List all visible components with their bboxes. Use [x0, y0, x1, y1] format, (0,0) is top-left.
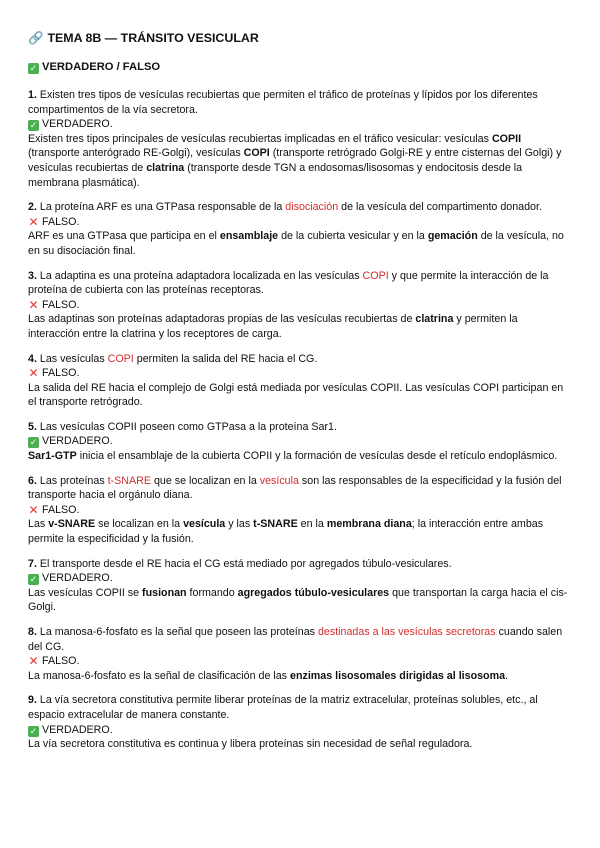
verdict-true: ✓ VERDADERO. [29, 572, 113, 585]
explanation: La salida del RE hacia el complejo de Golgi está mediada por vesículas COPII. Las vesículas COPI participan en el transporte retrógrado. [28, 381, 564, 409]
check-mark-icon: ✓ [29, 437, 38, 448]
verdict-false: ✕ FALSO. [28, 214, 80, 229]
check-mark-icon: ✓ [29, 63, 38, 73]
check-mark-icon: ✓ [29, 574, 38, 585]
question-statement: 3. La adaptina es una proteína adaptadora localizada en las vesículas COPI y que permite la interacción de la proteína de cubierta con las proteínas receptoras. [28, 269, 549, 297]
check-mark-icon: ✓ [29, 725, 38, 736]
document-title: 🔗 TEMA 8B — TRÁNSITO VESICULAR [28, 31, 259, 45]
cross-mark-icon: ✕ [28, 366, 39, 381]
question-2 [28, 200, 572, 258]
question-statement: 5. Las vesículas COPII poseen como GTPasa a la proteína Sar1. [28, 420, 337, 433]
question-1 [28, 88, 572, 190]
explanation: La manosa-6-fosfato es la señal de clasificación de las enzimas lisosomales dirigidas al lisosoma. [28, 669, 509, 682]
question-statement: 1. Existen tres tipos de vesículas recubiertas que permiten el tráfico de proteínas y lípidos por los diferentes compartimentos de la vía secretora. [28, 89, 538, 116]
question-3 [28, 269, 572, 342]
explanation: Las vesículas COPII se fusionan formando agregados túbulo-vesiculares que transportan la carga hacia el cis-Golgi. [28, 586, 568, 614]
explanation: La vía secretora constitutiva es continua y libera proteínas sin necesidad de señal reguladora. [28, 738, 473, 751]
explanation: ARF es una GTPasa que participa en el ensamblaje de la cubierta vesicular y en la gemación de la vesícula, no en su disociación final. [28, 230, 564, 257]
explanation: Las v-SNARE se localizan en la vesícula y las t-SNARE en la membrana diana; la interacción entre ambas permite la especificidad y la fusión. [28, 518, 544, 546]
cross-mark-icon: ✕ [28, 214, 39, 229]
cross-mark-icon: ✕ [28, 654, 39, 669]
verdict-false: ✕ FALSO. [28, 297, 80, 312]
question-4 [28, 352, 572, 410]
question-9 [28, 693, 572, 751]
question-statement: 6. Las proteínas t-SNARE que se localizan en la vesícula son las responsables de la especificidad y la fusión del transporte hacia el orgánulo diana. [28, 474, 562, 502]
question-statement: 7. El transporte desde el RE hacia el CG está mediado por agregados túbulo-vesiculares. [28, 557, 452, 570]
check-mark-icon: ✓ [29, 120, 38, 131]
link-icon: 🔗 [28, 31, 44, 45]
verdict-true: ✓ VERDADERO. [29, 723, 113, 736]
question-5 [28, 420, 572, 464]
question-statement: 8. La manosa-6-fosfato es la señal que poseen las proteínas destinadas a las vesículas secretoras cuando salen del CG. [28, 626, 563, 653]
verdict-false: ✕ FALSO. [28, 366, 80, 381]
section-heading: ✓ VERDADERO / FALSO [29, 61, 161, 73]
question-6 [28, 474, 572, 547]
question-8 [28, 625, 572, 683]
explanation: Sar1-GTP inicia el ensamblaje de la cubierta COPII y la formación de vesículas desde el retículo endoplásmico. [28, 450, 558, 463]
verdict-false: ✕ FALSO. [28, 502, 80, 517]
verdict-true: ✓ VERDADERO. [29, 118, 113, 131]
verdict-false: ✕ FALSO. [28, 654, 80, 669]
explanation: Las adaptinas son proteínas adaptadoras propias de las vesículas recubiertas de clatrina y permiten la interacción entre la clatrina y los receptores de carga. [28, 313, 518, 340]
cross-mark-icon: ✕ [28, 502, 39, 517]
cross-mark-icon: ✕ [28, 297, 39, 312]
question-statement: 9. La vía secretora constitutiva permite liberar proteínas de la matriz extracelular, proteínas solubles, etc., al espacio extracelular de manera constante. [28, 694, 538, 721]
question-statement: 4. Las vesículas COPI permiten la salida del RE hacia el CG. [28, 352, 318, 365]
verdict-true: ✓ VERDADERO. [29, 435, 113, 448]
question-statement: 2. La proteína ARF es una GTPasa responsable de la disociación de la vesícula del compartimento donador. [28, 201, 542, 214]
question-7 [28, 557, 572, 615]
explanation: Existen tres tipos principales de vesículas recubiertas implicadas en el tráfico vesicular: vesículas COPII (transporte anterógrado RE-Golgi), vesículas COPI (transporte retrógrado Golgi-RE y entre cisternas del Golgi) y vesículas recubiertas de clatrina (transporte desde TGN a endosomas/lisosomas y endocitosis desde la membrana plasmática). [28, 132, 562, 189]
